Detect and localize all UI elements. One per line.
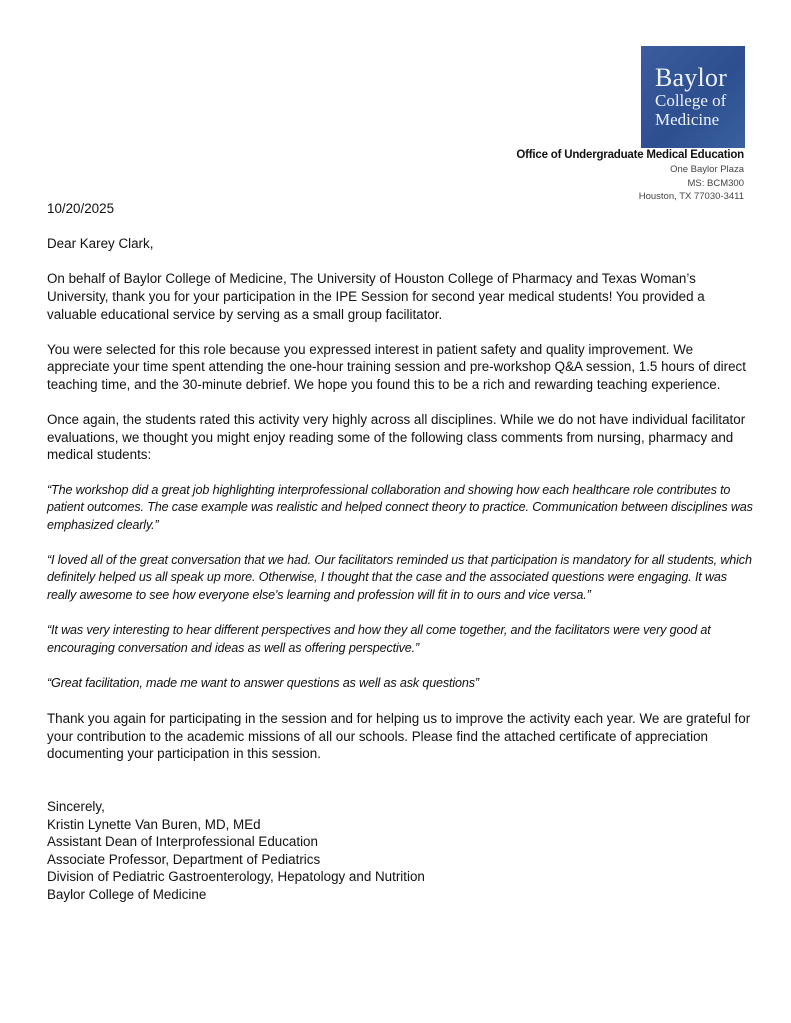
student-quote: “It was very interesting to hear different perspectives and how they all come together, and the facilitators were very good at encouraging conversation and ideas as well as offering perspective.”	[47, 623, 711, 655]
signer-institution: Baylor College of Medicine	[47, 886, 207, 902]
baylor-logo	[641, 46, 745, 148]
signature-block	[47, 798, 757, 904]
student-quote: “I loved all of the great conversation that we had. Our facilitators reminded us that participation is mandatory for all students, which definitely helped us all speak up more. Otherwise, I thought that the case and the associated questions were engaging. It was really awesome to see how everyone else's learning and profession will fit in to ours and vice versa.”	[47, 552, 752, 603]
paragraph-closing: Thank you again for participating in the session and for helping us to improve the activity each year. We are grateful for your contribution to the academic missions of all our schools. Please find the attached certificate of appreciation documenting your participation in this session.	[47, 711, 751, 762]
paragraph-intro: On behalf of Baylor College of Medicine, The University of Houston College of Pharmacy and Texas Woman’s University, thank you for your participation in the IPE Session for second year medical students! You provided a valuable educational service by serving as a small group facilitator.	[47, 271, 705, 322]
logo-line-baylor: Baylor	[655, 63, 727, 92]
signer-title-1: Assistant Dean of Interprofessional Education	[47, 834, 318, 850]
closing: Sincerely,	[47, 799, 105, 814]
letter-date: 10/20/2025	[47, 201, 115, 216]
address-line-2: MS: BCM300	[687, 177, 744, 189]
letterhead-address	[516, 148, 744, 204]
paragraph-selection: You were selected for this role because you expressed interest in patient safety and quality improvement. We appreciate your time spent attending the one-hour training session and pre-workshop Q&A session, 1.5 hours of direct teaching time, and the 30-minute debrief. We hope you found this to be a rich and rewarding teaching experience.	[47, 341, 746, 392]
signer-name: Kristin Lynette Van Buren, MD, MEd	[47, 816, 261, 832]
address-line-3: Houston, TX 77030-3411	[638, 191, 744, 202]
letter-body	[47, 200, 757, 904]
paragraph-ratings: Once again, the students rated this activity very highly across all disciplines. While we do not have individual facilitator evaluations, we thought you might enjoy reading some of the following class comments from nursing, pharmacy and medical students:	[47, 412, 746, 463]
logo-line-college: College of	[655, 91, 727, 110]
student-quote: “The workshop did a great job highlighting interprofessional collaboration and showing how each healthcare role contributes to patient outcomes. The case example was realistic and helped connect theory to practice. Communication between disciplines was emphasized clearly.”	[47, 482, 753, 532]
signer-title-3: Division of Pediatric Gastroenterology, Hepatology and Nutrition	[47, 869, 425, 885]
office-name: Office of Undergraduate Medical Education	[516, 149, 744, 161]
logo-line-medicine: Medicine	[655, 110, 720, 129]
signer-title-2: Associate Professor, Department of Pediatrics	[47, 851, 321, 867]
salutation: Dear Karey Clark,	[47, 236, 154, 252]
address-line-1: One Baylor Plaza	[670, 164, 744, 175]
student-quote: “Great facilitation, made me want to answer questions as well as ask questions”	[47, 676, 479, 691]
